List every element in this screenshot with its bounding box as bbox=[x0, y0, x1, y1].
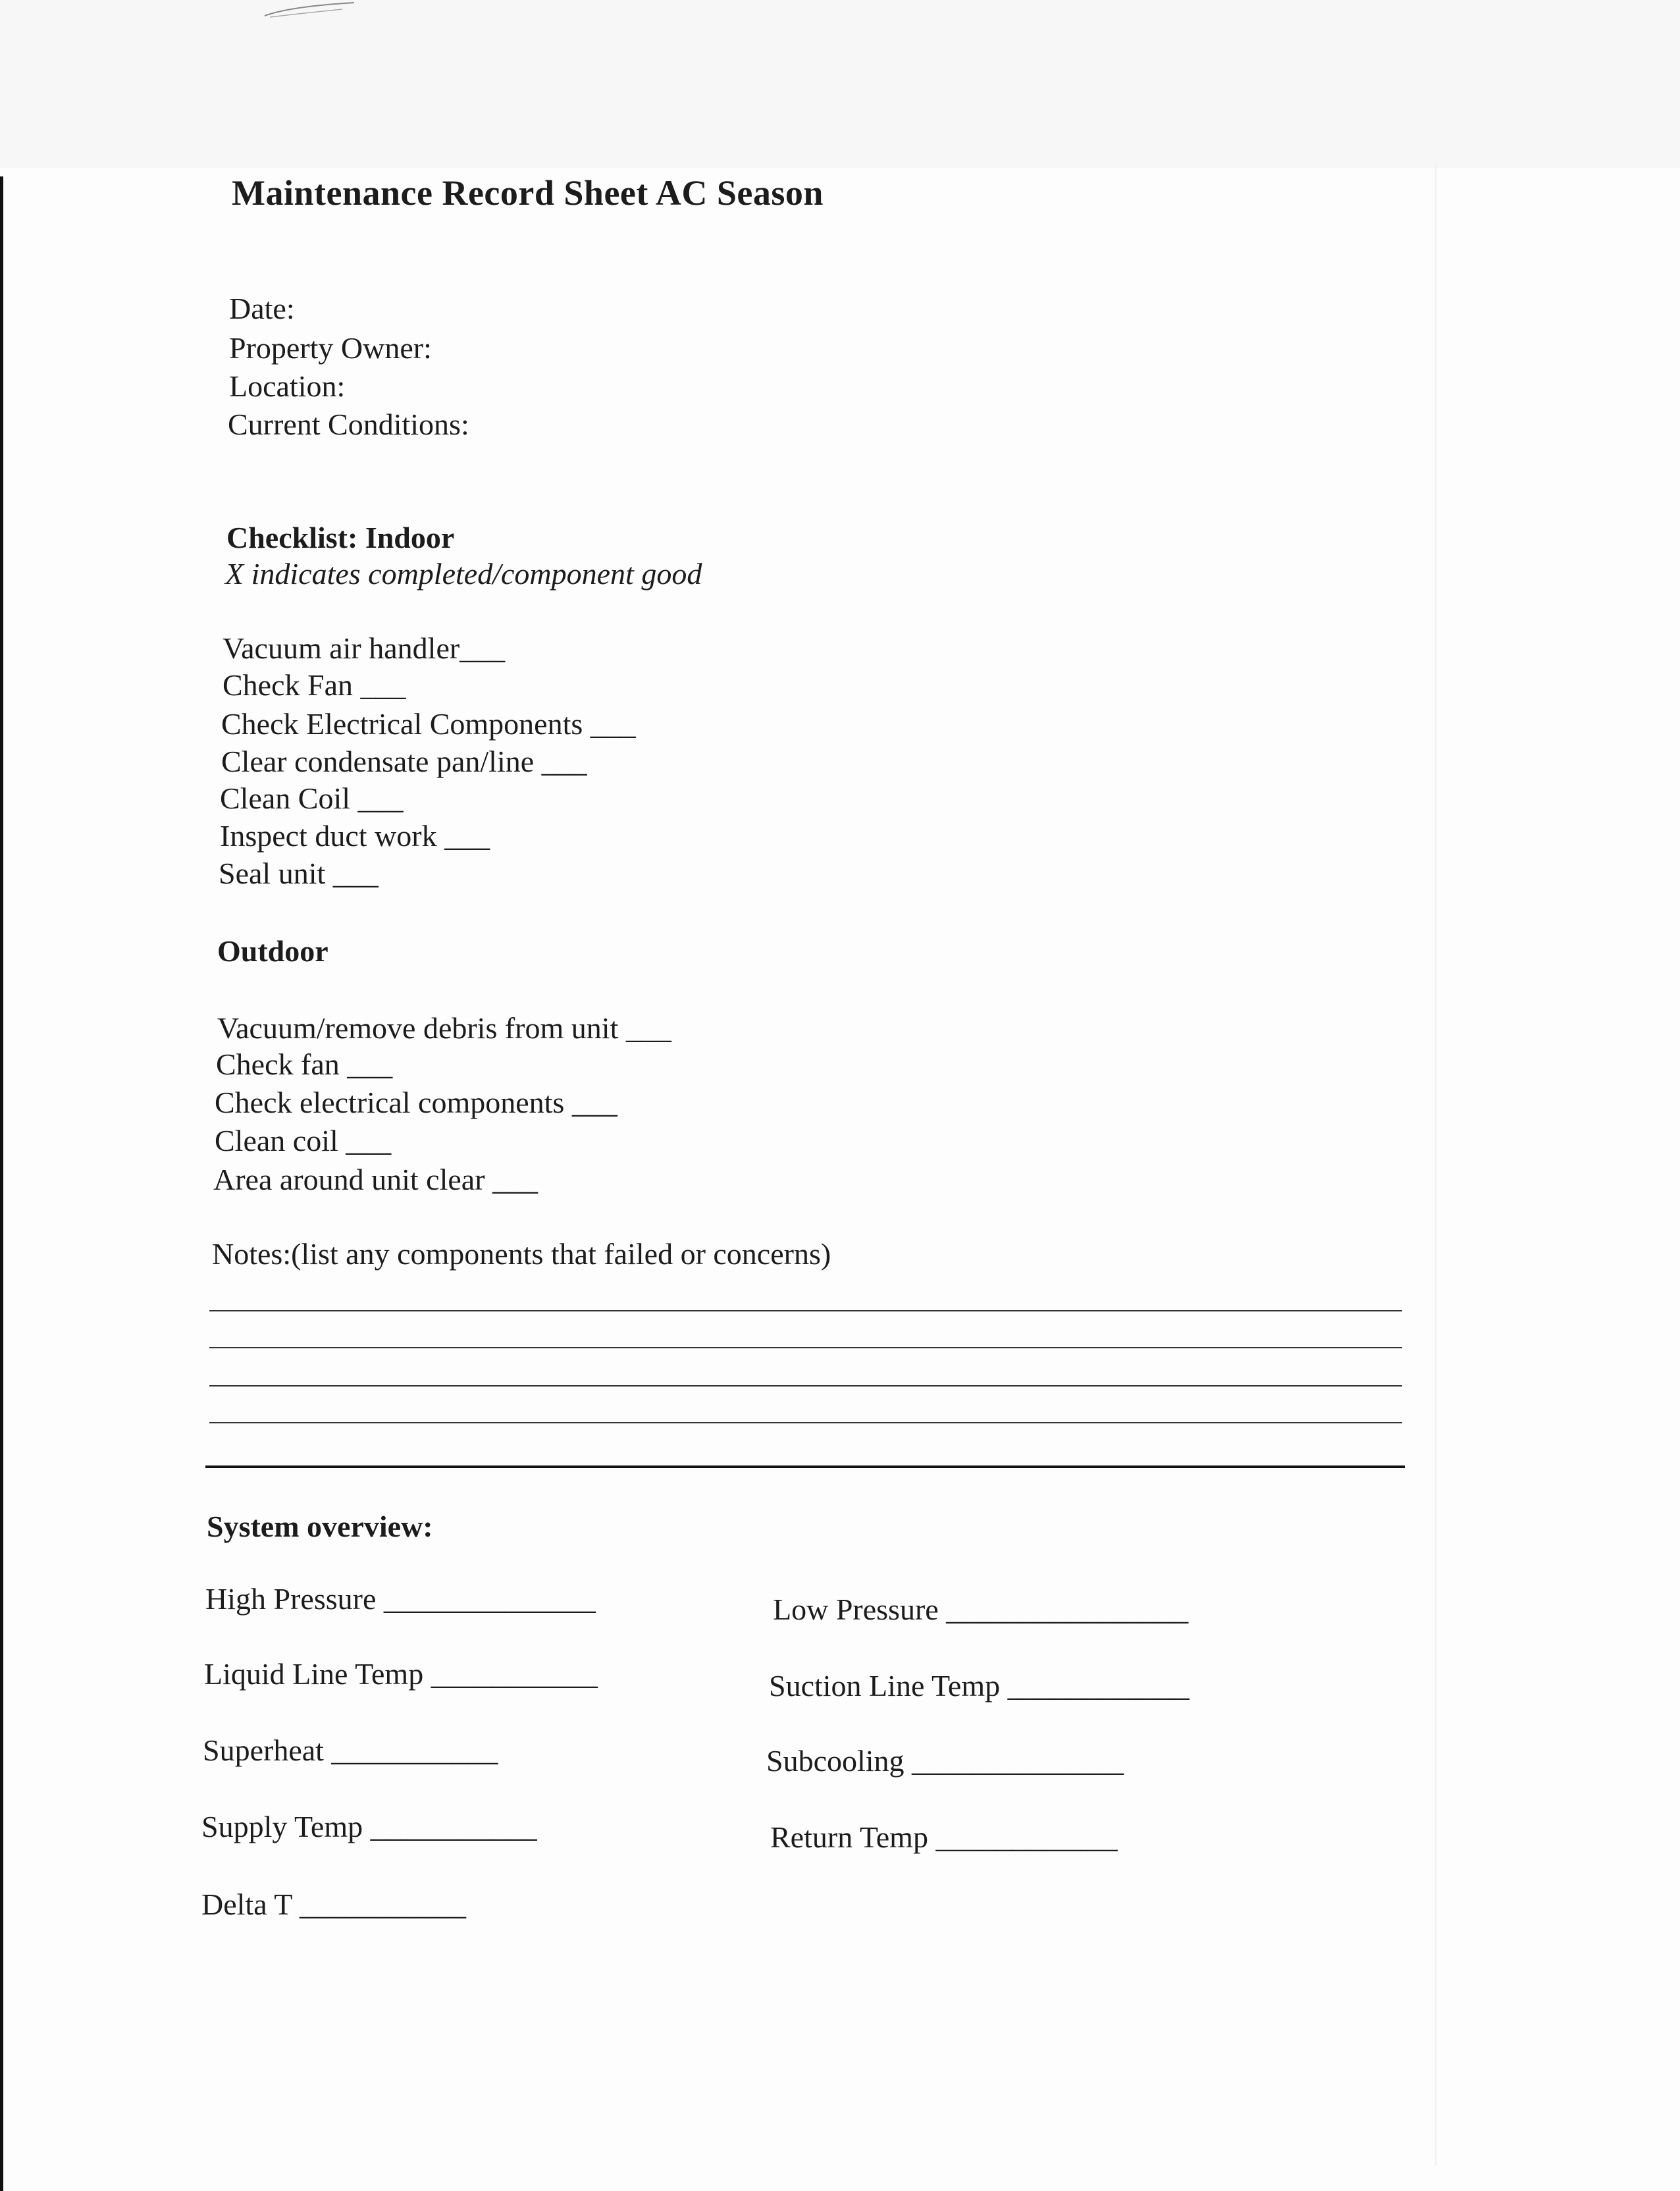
indoor-item: Vacuum air handler___ bbox=[223, 631, 506, 665]
indoor-item: Seal unit ___ bbox=[219, 857, 379, 890]
delta-t-field: Delta T ___________ bbox=[201, 1887, 467, 1921]
outdoor-item: Vacuum/remove debris from unit ___ bbox=[217, 1011, 671, 1045]
low-pressure-field: Low Pressure ________________ bbox=[773, 1593, 1189, 1626]
outdoor-item: Area around unit clear ___ bbox=[213, 1163, 538, 1196]
location-label: Location: bbox=[229, 369, 346, 403]
superheat-field: Superheat ___________ bbox=[203, 1733, 498, 1767]
notes-line bbox=[209, 1385, 1402, 1386]
outdoor-heading: Outdoor bbox=[217, 934, 328, 968]
indoor-checklist-heading: Checklist: Indoor bbox=[226, 521, 455, 554]
scan-top-shade bbox=[0, 0, 1680, 168]
subcooling-field: Subcooling ______________ bbox=[766, 1744, 1124, 1778]
indoor-item: Inspect duct work ___ bbox=[220, 819, 490, 853]
section-divider bbox=[205, 1465, 1405, 1468]
document-title: Maintenance Record Sheet AC Season bbox=[232, 173, 824, 213]
pen-mark bbox=[263, 0, 355, 20]
liquid-line-temp-field: Liquid Line Temp ___________ bbox=[204, 1657, 598, 1691]
indoor-item: Check Fan ___ bbox=[223, 668, 406, 702]
checklist-instructions: X indicates completed/component good bbox=[225, 557, 702, 591]
high-pressure-field: High Pressure ______________ bbox=[205, 1582, 596, 1616]
date-label: Date: bbox=[229, 292, 295, 325]
current-conditions-label: Current Conditions: bbox=[228, 408, 469, 441]
system-overview-heading: System overview: bbox=[207, 1510, 433, 1543]
scan-edge-left bbox=[0, 176, 3, 2191]
notes-line bbox=[209, 1310, 1402, 1311]
indoor-item: Check Electrical Components ___ bbox=[221, 707, 636, 741]
scan-edge-right bbox=[1435, 165, 1436, 2166]
outdoor-item: Check electrical components ___ bbox=[215, 1086, 617, 1119]
notes-line bbox=[209, 1347, 1402, 1348]
indoor-item: Clean Coil ___ bbox=[220, 781, 404, 815]
notes-label: Notes:(list any components that failed or concerns) bbox=[212, 1237, 831, 1271]
supply-temp-field: Supply Temp ___________ bbox=[201, 1810, 537, 1843]
outdoor-item: Clean coil ___ bbox=[215, 1124, 392, 1157]
notes-line bbox=[209, 1422, 1402, 1423]
suction-line-temp-field: Suction Line Temp ____________ bbox=[769, 1669, 1190, 1703]
property-owner-label: Property Owner: bbox=[229, 331, 432, 365]
outdoor-item: Check fan ___ bbox=[216, 1047, 393, 1081]
return-temp-field: Return Temp ____________ bbox=[770, 1820, 1118, 1854]
indoor-item: Clear condensate pan/line ___ bbox=[221, 745, 587, 778]
